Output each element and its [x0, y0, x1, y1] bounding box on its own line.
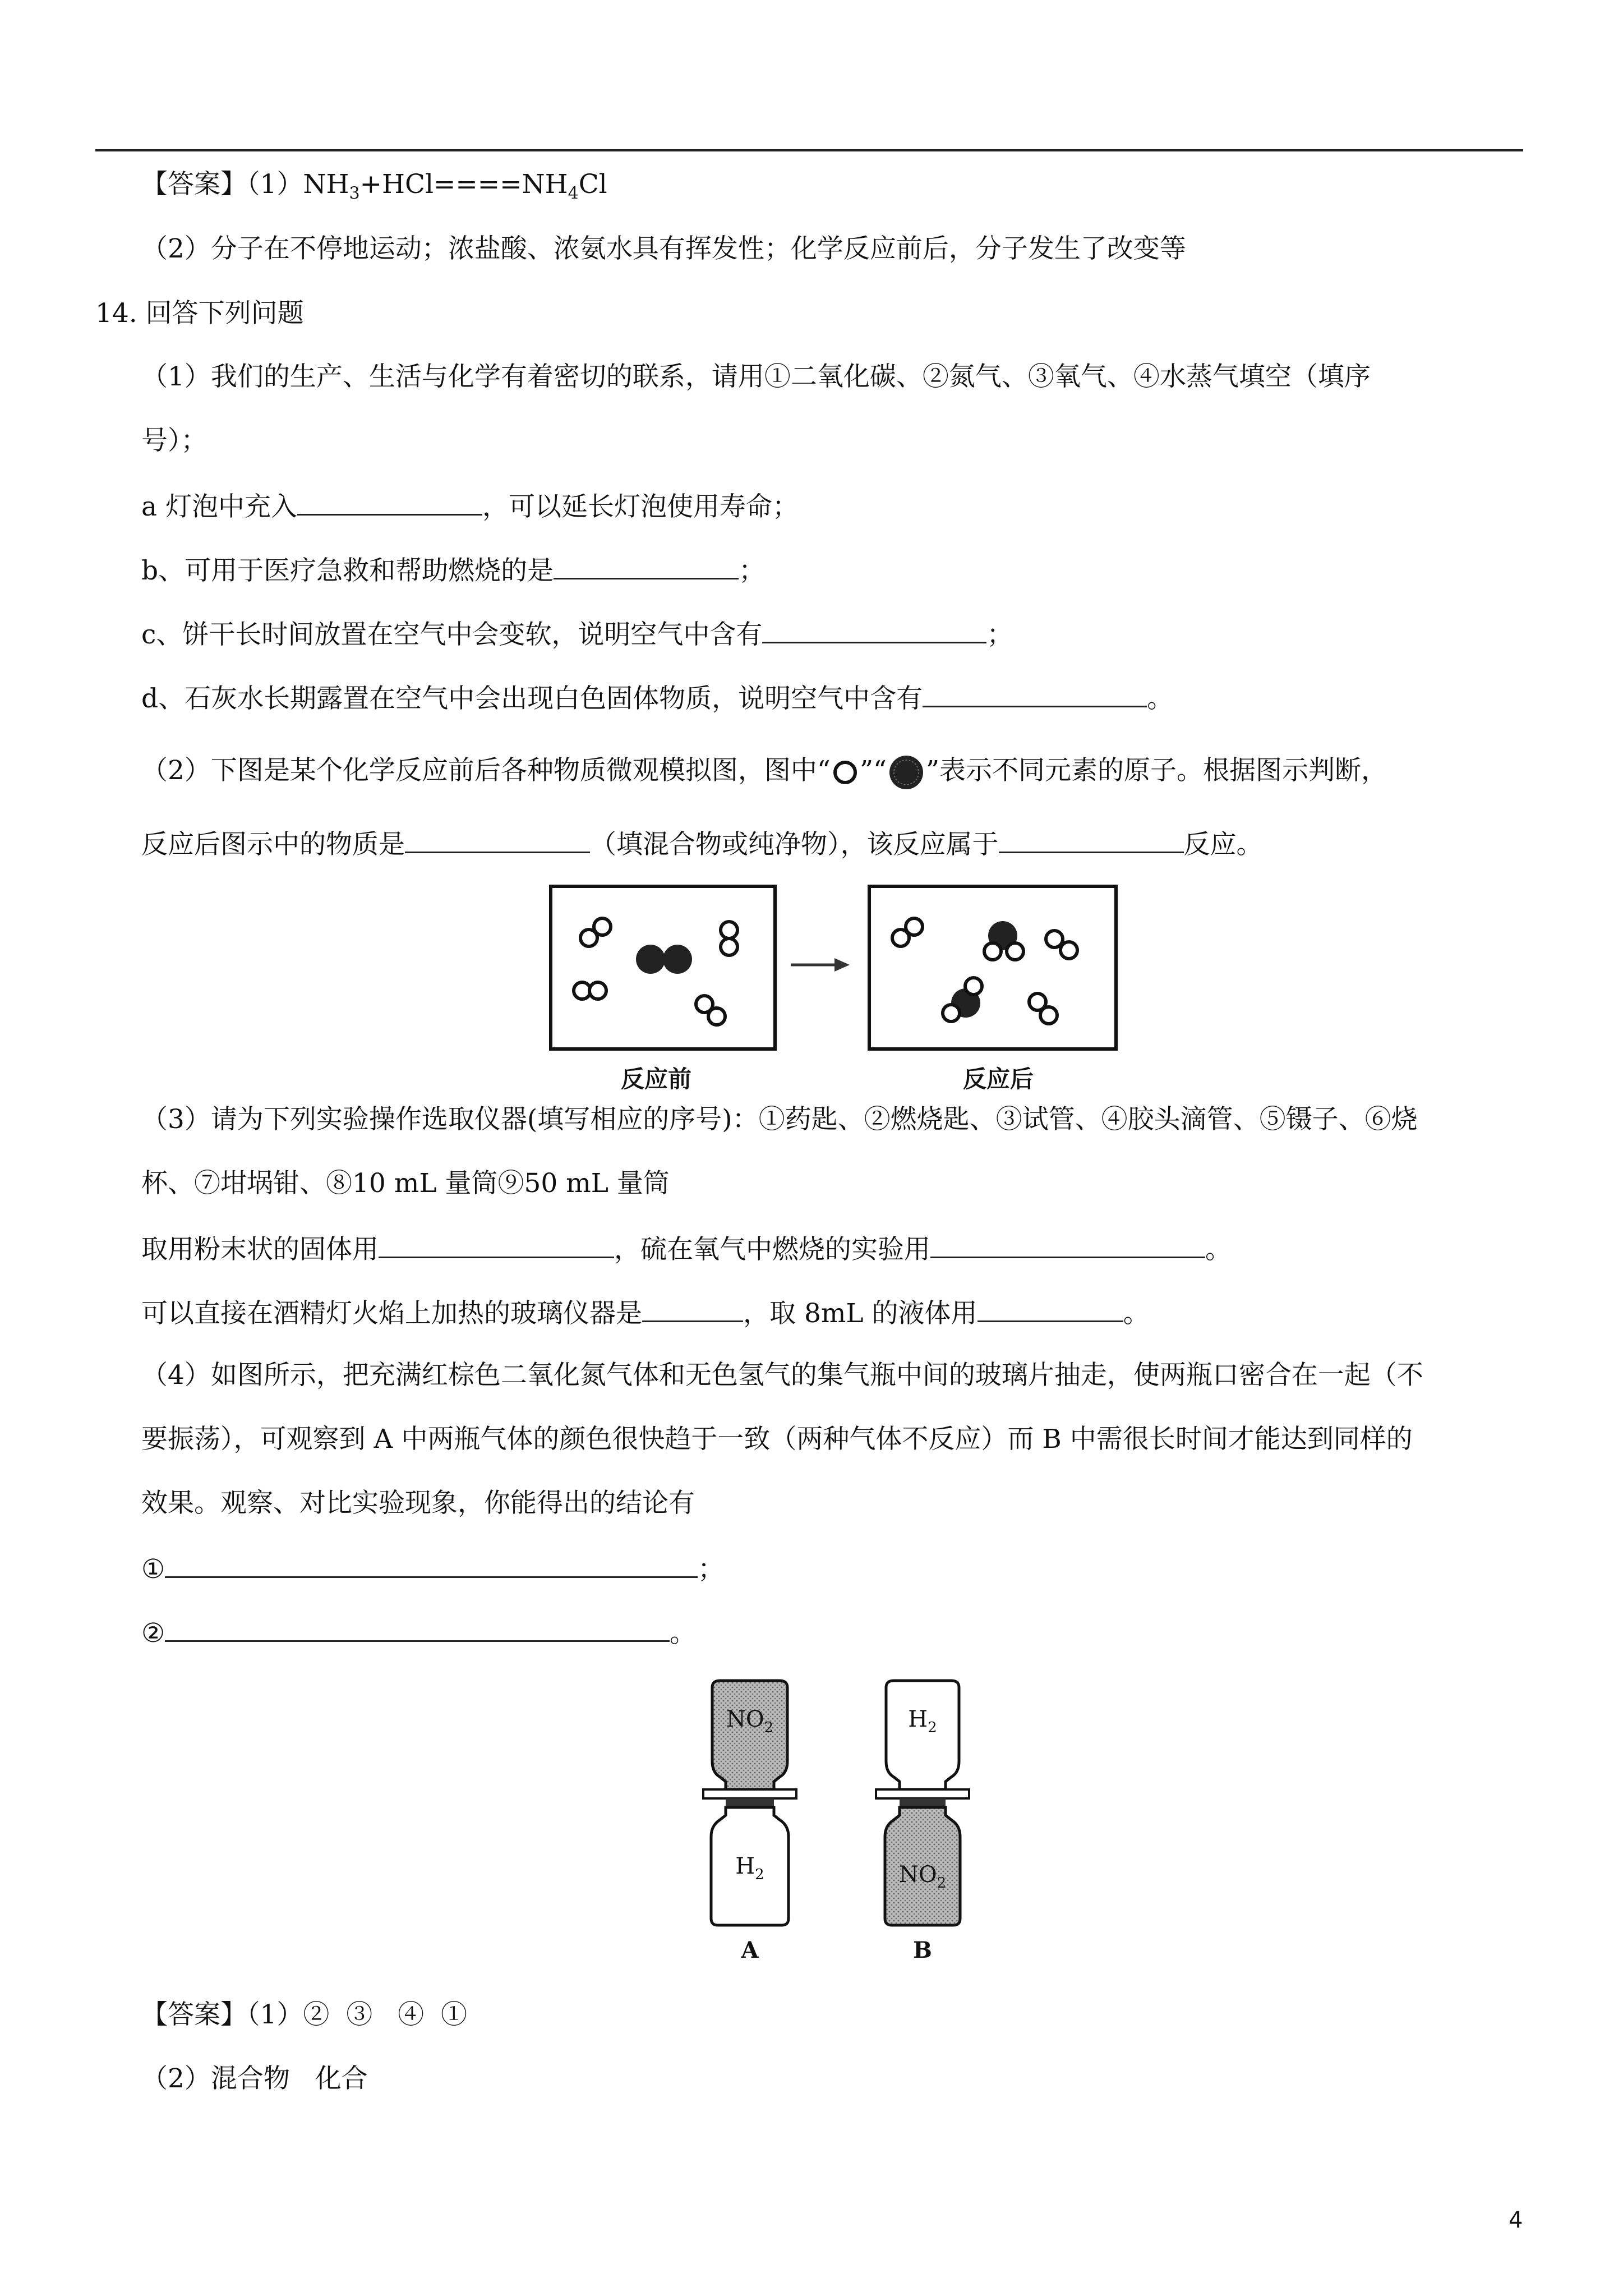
header-rule [95, 149, 1523, 151]
white-atom-icon [831, 758, 860, 787]
q14-part2-line2: 反应后图示中的物质是 （填混合物或纯净物），该反应属于 反应。 [141, 829, 1263, 860]
answer-blank[interactable] [923, 683, 1147, 707]
q14-d: d、石灰水长期露置在空气中会出现白色固体物质，说明空气中含有 。 [141, 683, 1174, 714]
gas-bottles-diagram [695, 1677, 1009, 1980]
answer-blank[interactable] [554, 555, 739, 579]
no2-label-b: $NO_2$ [898, 1862, 947, 1892]
q14-part4-conclusion-2: ② 。 [141, 1618, 697, 1649]
answer-blank[interactable] [930, 1234, 1205, 1258]
q14-part3-line2: 杯、⑦坩埚钳、⑧10 mL 量筒⑨50 mL 量筒 [141, 1168, 670, 1199]
label-b: B [913, 1937, 932, 1963]
bottle-b [876, 1681, 969, 1963]
answer-blank[interactable] [762, 619, 986, 643]
q14-part1-line1: （1）我们的生产、生活与化学有着密切的联系，请用①二氧化碳、②氮气、③氧气、④水蒸气填空（填序 [141, 361, 1371, 392]
answer-blank[interactable] [405, 829, 590, 853]
bottle-a [703, 1681, 796, 1963]
answer-label: 【答案】 [141, 1999, 247, 2030]
black-atom-icon [887, 753, 926, 792]
answer-blank[interactable] [642, 1298, 743, 1322]
arrow-icon [791, 958, 850, 972]
q14-c: c、饼干长时间放置在空气中会变软，说明空气中含有 ； [141, 619, 1013, 650]
before-label: 反应前 [620, 1065, 692, 1093]
no2-label-a: $NO_2$ [726, 1706, 774, 1736]
q14-part3-line1: （3）请为下列实验操作选取仪器(填写相应的序号)：①药匙、②燃烧匙、③试管、④胶头滴管、⑤镊子、⑥烧 [141, 1104, 1418, 1135]
before-box [551, 886, 775, 1049]
page-number: 4 [1509, 2207, 1523, 2233]
answer-2-line-2: （2）混合物 化合 [141, 2063, 368, 2094]
answer-blank[interactable] [978, 1298, 1123, 1322]
reaction-diagram [544, 881, 1122, 1094]
answer-label: 【答案】 [141, 169, 247, 200]
q14-part4-conclusion-1: ① ； [141, 1554, 725, 1585]
answer-blank[interactable] [999, 829, 1184, 853]
after-label: 反应后 [962, 1065, 1034, 1093]
q14-part2-line1: （2）下图是某个化学反应前后各种物质微观模拟图，图中“ ”“ ”表示不同元素的原子。根据图示判断， [141, 753, 1387, 792]
q14-part3-line3: 取用粉末状的固体用 ，硫在氧气中燃烧的实验用 。 [141, 1234, 1232, 1265]
h2-label-b: $H_2$ [908, 1706, 937, 1736]
answer-blank[interactable] [165, 1618, 670, 1642]
q14-part3-line4: 可以直接在酒精灯火焰上加热的玻璃仪器是 ，取 8mL 的液体用 。 [141, 1298, 1150, 1329]
after-box [869, 886, 1116, 1049]
q14-a: a 灯泡中充入 ，可以延长灯泡使用寿命； [141, 491, 799, 522]
answer-blank[interactable] [379, 1234, 614, 1258]
question-14-title: 14. 回答下列问题 [95, 298, 304, 329]
answer-line-1: 【答案】$(1)NH_3+HCl====NH_4Cl$ [141, 169, 607, 204]
answer-blank[interactable] [297, 491, 482, 516]
h2-label-a: $H_2$ [735, 1853, 764, 1883]
label-a: A [741, 1937, 759, 1963]
q14-part4-line2: 要振荡），可观察到 A 中两瓶气体的颜色很快趋于一致（两种气体不反应）而 B 中需很长时间才能达到同样的 [141, 1424, 1413, 1455]
answer-2-line-1: 【答案】（1）② ③ ④ ① [141, 1999, 467, 2030]
q14-b: b、可用于医疗急救和帮助燃烧的是 ； [141, 555, 766, 586]
q14-part1-line2: 号）； [141, 425, 208, 456]
q14-part4-line1: （4）如图所示，把充满红棕色二氧化氮气体和无色氢气的集气瓶中间的玻璃片抽走，使两瓶口密合在一起（不 [141, 1360, 1423, 1391]
answer-blank[interactable] [165, 1554, 698, 1578]
answer-line-2: （2）分子在不停地运动；浓盐酸、浓氨水具有挥发性；化学反应前后，分子发生了改变等 [141, 233, 1186, 264]
molecule-o2 [574, 982, 606, 999]
q14-part4-line3: 效果。观察、对比实验现象，你能得出的结论有 [141, 1488, 695, 1519]
